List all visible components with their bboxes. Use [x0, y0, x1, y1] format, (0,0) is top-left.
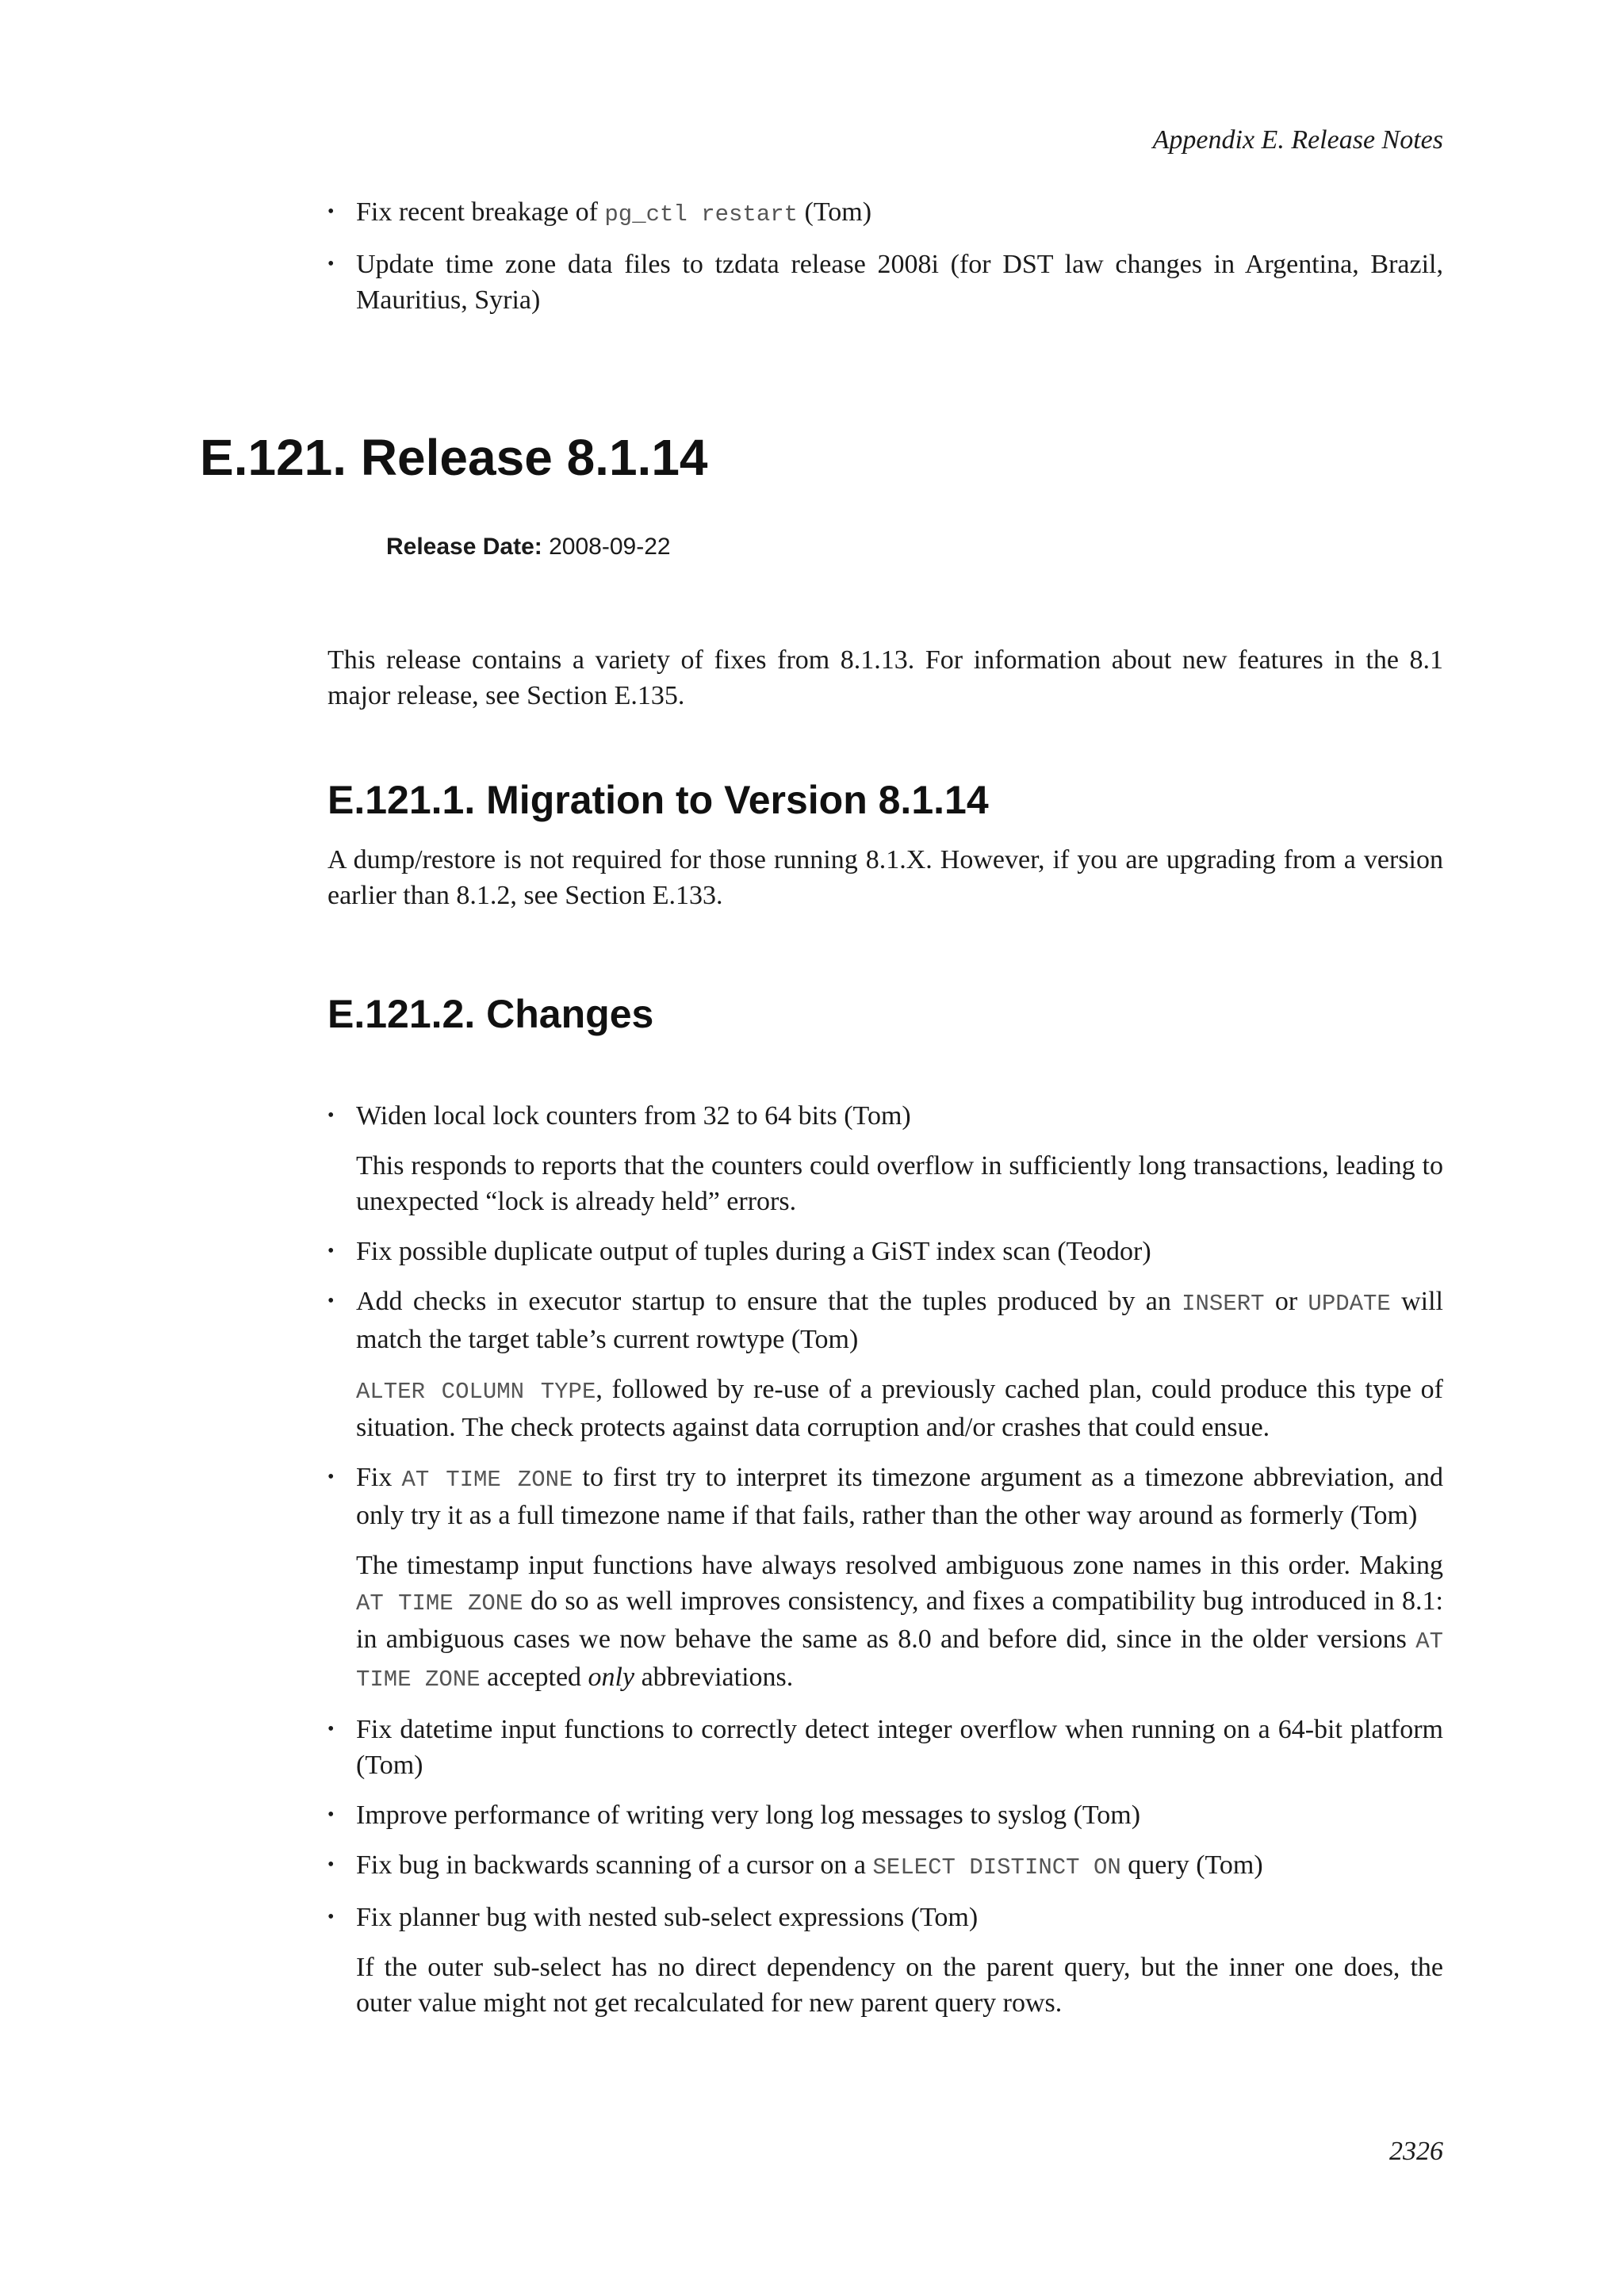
list-item: • Fix AT TIME ZONE to first try to interpret its timezone argument as a timezone abbreviation, and only try it as a full timezone name if that fails, rather than the other way around as formerly (Tom) [327, 1460, 1443, 1533]
running-head: Appendix E. Release Notes [1152, 125, 1443, 155]
inline-code: AT TIME ZONE [356, 1628, 1443, 1693]
list-item: • Widen local lock counters from 32 to 64 bits (Tom) [327, 1098, 1443, 1134]
migration-title: E.121.1. Migration to Version 8.1.14 [327, 778, 989, 822]
list-item: • Update time zone data files to tzdata release 2008i (for DST law changes in Argentina, Brazil, Mauritius, Syria) [327, 247, 1443, 318]
emphasis: only [588, 1663, 635, 1692]
list-item: • Improve performance of writing very long log messages to syslog (Tom) [327, 1797, 1443, 1833]
inline-code: INSERT [1182, 1291, 1265, 1317]
list-item: • Fix recent breakage of pg_ctl restart (Tom) [327, 194, 1443, 232]
top-bullet-list [327, 194, 1443, 332]
list-item: • Fix planner bug with nested sub-select expressions (Tom) [327, 1900, 1443, 1935]
list-item-note: The timestamp input functions have always resolved ambiguous zone names in this order. Making AT TIME ZONE do so as well improves consistency, and fixes a compatibility bug introduced in 8.1: in ambiguous cases we now behave the same as 8.0 and before did, since in the older versions AT TIME ZONE accepted only abbreviations. [356, 1551, 1443, 1693]
release-date-label: Release Date: [386, 534, 542, 560]
list-item-note: This responds to reports that the counters could overflow in sufficiently long transactions, leading to unexpected “lock is already held” errors. [356, 1151, 1443, 1216]
list-item: • Add checks in executor startup to ensure that the tuples produced by an INSERT or UPDATE will match the target table’s current rowtype (Tom) [327, 1284, 1443, 1357]
release-date-value: 2008-09-22 [549, 534, 671, 560]
release-date [386, 534, 671, 561]
inline-code: UPDATE [1308, 1291, 1391, 1317]
list-item-note: If the outer sub-select has no direct dependency on the parent query, but the inner one does, the outer value might not get recalculated for new parent query rows. [356, 1953, 1443, 2018]
inline-code: SELECT DISTINCT ON [872, 1854, 1121, 1881]
list-item: • Fix bug in backwards scanning of a cursor on a SELECT DISTINCT ON query (Tom) [327, 1847, 1443, 1885]
list-item: • Fix possible duplicate output of tuples during a GiST index scan (Teodor) [327, 1234, 1443, 1269]
inline-code: AT TIME ZONE [401, 1467, 573, 1493]
inline-code: pg_ctl restart [604, 201, 799, 228]
list-item-note: ALTER COLUMN TYPE, followed by re-use of a previously cached plan, could produce this type of situation. The check protects against data corruption and/or crashes that could ensue. [356, 1375, 1443, 1442]
section-intro: This release contains a variety of fixes from 8.1.13. For information about new features in the 8.1 major release, see Section E.135. [327, 645, 1443, 710]
inline-code: ALTER COLUMN TYPE [356, 1379, 596, 1405]
inline-code: AT TIME ZONE [356, 1590, 523, 1617]
page-number: 2326 [1389, 2137, 1443, 2166]
changes-list [327, 1098, 1443, 2035]
migration-text: A dump/restore is not required for those running 8.1.X. However, if you are upgrading from a version earlier than 8.1.2, see Section E.133. [327, 845, 1443, 910]
section-title: E.121. Release 8.1.14 [200, 429, 708, 486]
list-item: • Fix datetime input functions to correctly detect integer overflow when running on a 64-bit platform (Tom) [327, 1712, 1443, 1783]
changes-title: E.121.2. Changes [327, 992, 654, 1036]
